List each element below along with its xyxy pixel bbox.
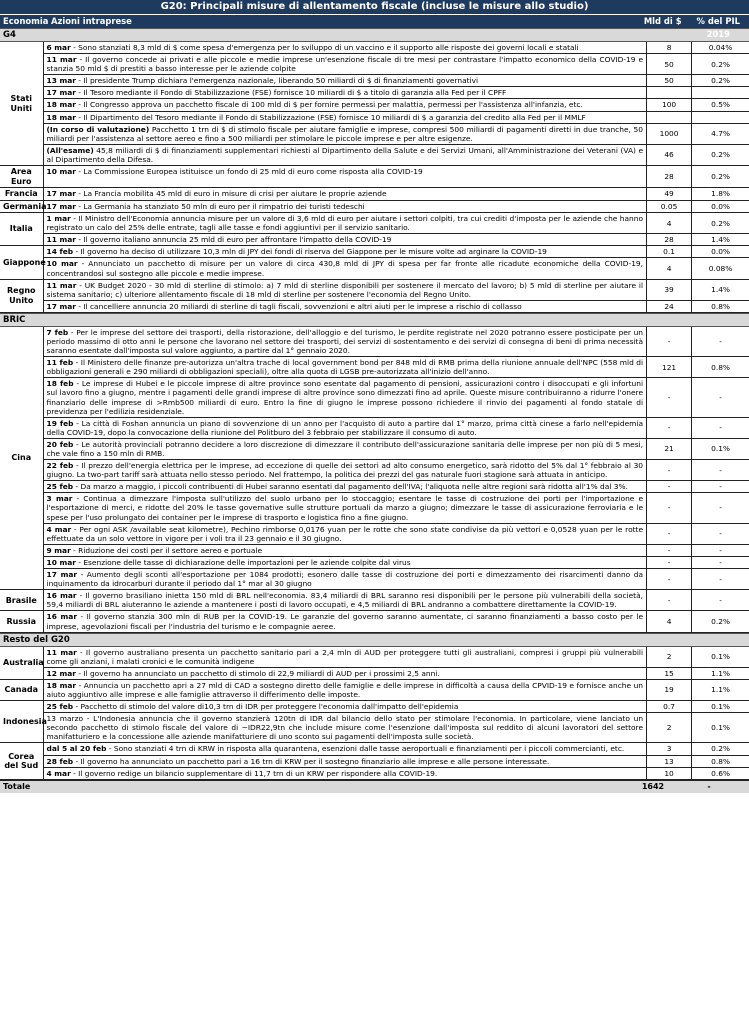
table-row	[0, 701, 749, 713]
measure-cell	[43, 75, 647, 87]
table-row	[0, 611, 749, 632]
table-row	[0, 188, 749, 201]
measure-cell	[43, 755, 647, 767]
header-pil: % del PIL 2019	[696, 16, 740, 39]
pil-cell: -	[692, 556, 749, 568]
country-cell: Brasile	[0, 590, 43, 611]
measure-text: - Aumento degli sconti all'esportazione per 1084 prodotti; esonero dalle tasse di costruzione dei porti e dimezzamento dei risarcimenti danno da inquinamento da idrocarburi durante il periodo dal 1° mar al 30 giugno	[46, 570, 644, 589]
measure-cell	[43, 713, 647, 743]
measure-cell	[43, 460, 647, 481]
table-row	[0, 679, 749, 700]
measure-date: 7 feb	[46, 327, 69, 337]
measure-text: - Il Congresso approva un pacchetto fiscale di 100 mld di $ per fornire permessi per malattia, permessi per l'assistenza all'infanzia, etc.	[75, 100, 583, 110]
country-cell: Francia	[0, 188, 43, 201]
pil-cell: 0.2%	[692, 75, 749, 87]
measure-date: 4 mar	[46, 524, 72, 534]
section-header: BRIC	[0, 313, 749, 327]
measure-text: - Il governo stanzia 300 mln di RUB per la COVID-19. Le garanzie del governo saranno aumentate, ci saranno finanziamenti a basso costo per le imprese, agevolazioni fiscali per l'industria del turismo e le compagnie aeree.	[46, 612, 644, 631]
table-row	[0, 523, 749, 544]
measure-cell	[43, 258, 647, 279]
measure-date: 17 mar	[46, 201, 76, 211]
table-row	[0, 544, 749, 556]
pil-cell: 0.1%	[692, 438, 749, 459]
mld-cell: 0.05	[647, 200, 692, 213]
table-body	[0, 28, 749, 780]
mld-cell: 13	[647, 755, 692, 767]
measure-cell	[43, 481, 647, 493]
measure-date: 19 feb	[46, 418, 74, 428]
mld-cell: 39	[647, 279, 692, 300]
country-cell: Cina	[0, 327, 43, 590]
mld-cell: 100	[647, 99, 692, 111]
measure-date: 11 mar	[46, 55, 77, 65]
measure-text: 13 marzo - L'Indonesia annuncia che il governo stanzierà 120tn di IDR dal bilancio dello stato per stimolare l'economia. In particolare, viene lanciato un secondo pacchetto di stimolo fiscale del valore di ~IDR22,9tn che include misure come l'esenzione dall'imposta sul reddito di alcuni lavoratori del settore manifatturiero e la concessione alle aziende manifatturiere di uno sconto sui pagamenti dell'imposta sulle società.	[46, 714, 644, 742]
table-row	[0, 200, 749, 213]
measure-date: 12 mar	[46, 668, 76, 678]
pil-cell: -	[692, 544, 749, 556]
measure-cell	[43, 438, 647, 459]
country-cell: Indonesia	[0, 701, 43, 743]
mld-cell: -	[647, 378, 692, 417]
table-row	[0, 234, 749, 246]
pil-cell: -	[692, 327, 749, 357]
table-row	[0, 300, 749, 312]
measure-cell	[43, 213, 647, 234]
pil-cell: 0.2%	[692, 144, 749, 165]
measure-text: Pacchetto 1 trn di $ di stimolo fiscale per aiutare famiglie e imprese, compresi 500 miliardi di pagamenti diretti in due tranche, 50 miliardi per l'assistenza al settore aereo e fino a 500 miliardi per stimolare le piccole imprese e per altre esigenze.	[46, 124, 644, 143]
measure-date: 28 feb	[46, 756, 74, 766]
measure-cell	[43, 743, 647, 755]
measure-date: (All'esame)	[46, 145, 94, 155]
measure-date: 17 mar	[46, 88, 76, 98]
mld-cell: -	[647, 569, 692, 590]
pil-cell: 1.4%	[692, 234, 749, 246]
section-table	[0, 42, 749, 313]
measure-date: 25 feb	[46, 482, 74, 492]
pil-cell: 0.2%	[692, 743, 749, 755]
table-row	[0, 378, 749, 417]
measure-cell	[43, 200, 647, 213]
table-row	[0, 755, 749, 767]
measure-text: - Riduzione dei costi per il settore aereo e portuale	[70, 545, 263, 555]
measure-cell	[43, 234, 647, 246]
measure-cell	[43, 378, 647, 417]
pil-cell: 0.2%	[692, 166, 749, 188]
country-cell: Corea del Sud	[0, 743, 43, 779]
table-row	[0, 99, 749, 111]
measure-cell	[43, 42, 647, 54]
measure-cell	[43, 166, 647, 188]
mld-cell: 50	[647, 75, 692, 87]
measure-date: 14 feb	[46, 247, 74, 257]
table-row	[0, 569, 749, 590]
measure-text: - Annuncia un pacchetto apri a 27 mld di CAD a sostegno diretto delle famiglie e delle imprese in difficoltà a causa della CPVID-19 e fornisce anche un aiuto aggiuntivo alle imprese e alle famiglie attraverso il differimento delle imposte.	[46, 680, 644, 699]
measure-cell	[43, 647, 647, 668]
measure-date: 17 mar	[46, 570, 78, 580]
mld-cell: -	[647, 523, 692, 544]
pil-cell: -	[692, 590, 749, 611]
measure-cell	[43, 556, 647, 568]
total-pil: -	[707, 781, 711, 791]
table-row	[0, 111, 749, 123]
measure-text: - Il Tesoro mediante il Fondo di Stabilizzazione (FSE) fornisce 10 miliardi di $ a titolo di garanzia alla Fed per il CPFF	[75, 88, 507, 98]
pil-cell: -	[692, 378, 749, 417]
country-cell: Canada	[0, 679, 43, 700]
mld-cell: 2	[647, 713, 692, 743]
table-row	[0, 42, 749, 54]
country-cell: Regno Unito	[0, 279, 43, 312]
measure-date: (In corso di valutazione)	[46, 124, 150, 134]
measure-text: - Continua a dimezzare l'imposta sull'utilizzo del suolo urbano per lo stoccaggio; esentare le tasse di costruzione dei porti per l'importazione e l'esportazione di merci, e ridotte del 20% le tasse governative sulle strutture portuali da marzo a giugno; dimezzare le tasse di assicurazione ferroviaria e le spese per l'uso prolungato dei container per le imprese di trasporto e logistica fino a fine giugno.	[46, 494, 644, 522]
measure-text: - La Commissione Europea istituisce un fondo di 25 mld di euro come risposta alla COVID-19	[75, 167, 423, 177]
pil-cell: 0.1%	[692, 713, 749, 743]
measure-text: - Il presidente Trump dichiara l'emergenza nazionale, liberando 50 miliardi di $ di finanziamenti governativi	[75, 76, 479, 86]
pil-cell: 1.1%	[692, 679, 749, 700]
measure-text: - Pacchetto di stimolo del valore di10,3 trn di IDR per proteggere l'economia dall'impatto dell'epidemia	[73, 702, 459, 712]
measure-cell	[43, 54, 647, 75]
mld-cell	[647, 87, 692, 99]
measure-cell	[43, 523, 647, 544]
table-row	[0, 258, 749, 279]
table-row	[0, 144, 749, 165]
mld-cell: 24	[647, 300, 692, 312]
measure-cell	[43, 493, 647, 523]
measure-text: - La Francia mobilita 45 mld di euro in misure di crisi per aiutare le proprie aziende	[75, 189, 387, 199]
measure-text: - Annunciato un pacchetto di misure per un valore di circa 430,8 mld di JPY di spesa per far fronte alle ricadute economiche della COVID-19, concentrandosi sul sostegno alle piccole e medie imprese.	[46, 259, 644, 278]
pil-cell: 0.8%	[692, 300, 749, 312]
table-row	[0, 54, 749, 75]
total-mld: 1642	[641, 781, 665, 791]
section-header: Resto del G20	[0, 633, 749, 647]
pil-cell: 0.1%	[692, 647, 749, 668]
pil-cell: 0.0%	[692, 200, 749, 213]
measure-date: 13 mar	[46, 76, 76, 86]
section-header: G4	[0, 28, 749, 42]
pil-cell: 0.8%	[692, 357, 749, 378]
table-row	[0, 460, 749, 481]
header-azioni: Azioni intraprese	[51, 16, 132, 26]
measure-date: 4 mar	[46, 768, 71, 778]
mld-cell: 0.7	[647, 701, 692, 713]
mld-cell: 121	[647, 357, 692, 378]
measure-text: - Il governo concede ai privati e alle piccole e medie imprese un'esenzione fiscale di tre mesi per contrastare l'impatto economico della COVID-19 e stanzia 50 mld $ di prestiti a basso interesse per le aziende colpite	[46, 55, 644, 74]
mld-cell: 28	[647, 234, 692, 246]
measure-date: 22 feb	[46, 461, 74, 471]
mld-cell: 19	[647, 679, 692, 700]
table-row	[0, 743, 749, 755]
table-row	[0, 246, 749, 258]
measure-date: 3 mar	[46, 494, 73, 504]
measure-text: - Il governo ha annunciato un pacchetto di stimolo di 22,9 miliardi di AUD per i prossimi 2,5 anni.	[75, 668, 440, 678]
pil-cell: 0.1%	[692, 701, 749, 713]
country-cell: Russia	[0, 611, 43, 632]
table-row	[0, 166, 749, 188]
table-row	[0, 493, 749, 523]
pil-cell: 1.1%	[692, 667, 749, 679]
measure-cell	[43, 417, 647, 438]
measure-text: - Per ogni ASK /available seat kilometre), Pechino rimborse 0,0176 yuan per le rotte che sono state condivise da più vettori e 0,0528 yuan per le rotte effettuate da un solo vettore in vigore per i voli tra il 23 gennaio e il 30 giugno.	[46, 524, 644, 543]
pil-cell: -	[692, 460, 749, 481]
pil-cell	[692, 111, 749, 123]
measure-date: 20 feb	[46, 439, 74, 449]
measure-text: - Il governo ha deciso di utilizzare 10,3 mln di JPY dei fondi di riserva del Giappone per le misure volte ad arginare la COVID-19	[73, 247, 547, 257]
table-row	[0, 75, 749, 87]
measure-date: 17 mar	[46, 189, 76, 199]
mld-cell: -	[647, 493, 692, 523]
measure-date: 1 mar	[46, 214, 71, 224]
table-row	[0, 438, 749, 459]
mld-cell: 3	[647, 743, 692, 755]
mld-cell: 28	[647, 166, 692, 188]
measure-date: 9 mar	[46, 545, 71, 555]
measure-text: - Il governo ha annunciato un pacchetto pari a 16 trn di KRW per il sostegno finanziario alle imprese e alle persone interessate.	[73, 756, 550, 766]
measure-date: 25 feb	[46, 702, 74, 712]
total-label: Totale	[3, 781, 31, 791]
measure-cell	[43, 188, 647, 201]
measure-date: 10 mar	[46, 259, 78, 269]
measure-date: dal 5 al 20 feb	[46, 744, 107, 754]
pil-cell: -	[692, 523, 749, 544]
measure-text: - Sono stanziati 4 trn di KRW in risposta alla quarantena, esenzioni dalle tasse aeroportuali e finanziamenti per i piccoli commercianti, etc.	[106, 744, 625, 754]
mld-cell: -	[647, 544, 692, 556]
mld-cell: 46	[647, 144, 692, 165]
mld-cell: 50	[647, 54, 692, 75]
measure-cell	[43, 611, 647, 632]
country-cell: Stati Uniti	[0, 42, 43, 166]
measure-text: - Le imprese di Hubei e le piccole imprese di altre province sono esentate dal pagamento di pensioni, assicurazioni contro i disoccupati e gli infortuni sul lavoro fino a giugno, mentre i pagamenti delle grandi imprese di altre province sono dimezzati fino ad aprile. Queste misure contribuiranno a ridurre l'onere finanziario delle imprese di >Rmb500 miliardi di euro. Entro la fine di giugno le imprese possono richiedere il rinvio dei pagamenti al fondo statale di previdenza per l'edilizia residenziale.	[46, 379, 644, 416]
measure-cell	[43, 357, 647, 378]
measure-text: - La Germania ha stanziato 50 mln di euro per il rimpatrio dei turisti tedeschi	[75, 201, 365, 211]
section-table	[0, 647, 749, 780]
measure-text: - Sono stanziati 8,3 mld di $ come spesa d'emergenza per lo sviluppo di un vaccino e il supporto alle risposte dei governi locali e statali	[70, 43, 579, 52]
table-row	[0, 590, 749, 611]
measure-cell	[43, 327, 647, 357]
measure-cell	[43, 544, 647, 556]
mld-cell: 4	[647, 258, 692, 279]
measure-text: - UK Budget 2020 - 30 mld di sterline di stimolo: a) 7 mld di sterline disponibili per sostenere il mercato del lavoro; b) 5 mld di sterline per aiutare il sistema sanitario; c) ulteriore allentamento fiscale di 18 mld di sterline per sostenere l'economia del Regno Unito.	[46, 280, 644, 299]
pil-cell: 0.2%	[692, 611, 749, 632]
measure-text: - Il governo australiano presenta un pacchetto sanitario pari a 2,4 mln di AUD per proteggere tutti gli australiani, compresi i gruppi più vulnerabili come gli anziani, i malati cronici e le comunità indigene	[46, 647, 644, 666]
mld-cell: 0.1	[647, 246, 692, 258]
pil-cell: 0.0%	[692, 246, 749, 258]
pil-cell: 0.04%	[692, 42, 749, 54]
table-row	[0, 213, 749, 234]
measure-text: - Il cancelliere annuncia 20 miliardi di sterline di tagli fiscali, sovvenzioni e altri aiuti per le imprese a rischio di collasso	[75, 301, 522, 311]
mld-cell: 15	[647, 667, 692, 679]
measure-date: 11 mar	[46, 647, 77, 657]
mld-cell: -	[647, 417, 692, 438]
measure-cell	[43, 679, 647, 700]
measure-cell	[43, 300, 647, 312]
pil-cell: -	[692, 569, 749, 590]
measure-text: - Il Ministro dell'Economia annuncia misure per un valore di 3,6 mld di euro per aiutare i settori colpiti, tra cui crediti d'imposta per le aziende che hanno registrato un calo del 25% delle entrate, tagli alle tasse e fondi aggiuntivi per il servizio sanitario.	[46, 214, 644, 233]
measure-date: 11 mar	[46, 280, 77, 290]
table-title: G20: Principali misure di allentamento fiscale (incluse le misure allo studio)	[0, 0, 749, 14]
measure-cell	[43, 569, 647, 590]
measure-cell	[43, 590, 647, 611]
pil-cell: 0.08%	[692, 258, 749, 279]
measure-text: - La città di Foshan annuncia un piano di sovvenzione di un anno per l'acquisto di auto a partire dal 1° marzo, prima città cinese a farlo nell'epidemia della COVID-19, dopo la convocazione della riunione del Politburo del 3 febbraio per stabilizzare il consumo di auto.	[46, 418, 644, 437]
pil-cell: 0.6%	[692, 767, 749, 779]
totals-row	[0, 780, 749, 793]
measure-date: 6 mar	[46, 43, 71, 52]
measure-text: - Il governo italiano annuncia 25 mld di euro per affrontare l'impatto della COVID-19	[75, 235, 392, 245]
pil-cell: 0.5%	[692, 99, 749, 111]
measure-cell	[43, 279, 647, 300]
measure-date: 18 mar	[46, 112, 76, 122]
mld-cell: -	[647, 481, 692, 493]
mld-cell: -	[647, 460, 692, 481]
mld-cell: -	[647, 327, 692, 357]
table-row	[0, 327, 749, 357]
mld-cell: -	[647, 556, 692, 568]
pil-cell: 1.8%	[692, 188, 749, 201]
measure-date: 17 mar	[46, 301, 76, 311]
table-row	[0, 357, 749, 378]
mld-cell	[647, 111, 692, 123]
country-cell: Giappone	[0, 246, 43, 279]
mld-cell: 21	[647, 438, 692, 459]
measure-date: 18 mar	[46, 680, 77, 690]
table-row	[0, 87, 749, 99]
country-cell: Italia	[0, 213, 43, 246]
measure-cell	[43, 246, 647, 258]
measure-date: 16 mar	[46, 612, 77, 622]
measure-date: 18 feb	[46, 379, 74, 389]
measure-text: - Il governo redige un bilancio supplementare di 11,7 trn di un KRW per rispondere alla COVID-19.	[70, 768, 438, 778]
measure-text: - Le autorità provinciali potranno decidere a loro discrezione di dimezzare il contributo dell'assicurazione sanitaria delle imprese per non più di 5 mesi, che vale fino a 150 mln di RMB.	[46, 439, 644, 458]
pil-cell	[692, 87, 749, 99]
measure-cell	[43, 87, 647, 99]
measure-date: 10 mar	[46, 557, 76, 567]
measure-cell	[43, 123, 647, 144]
table-row	[0, 767, 749, 779]
mld-cell: 1000	[647, 123, 692, 144]
table-row	[0, 667, 749, 679]
country-cell: Area Euro	[0, 166, 43, 188]
mld-cell: 4	[647, 213, 692, 234]
mld-cell: 49	[647, 188, 692, 201]
measure-cell	[43, 99, 647, 111]
mld-cell: -	[647, 590, 692, 611]
measure-cell	[43, 667, 647, 679]
measure-text: - Da marzo a maggio, i piccoli contribuenti di Hubei saranno esentati dal pagamento dell'IVA; l'aliquota nelle altre regioni sarà ridotta all'1% dal 3%.	[73, 482, 628, 492]
measure-cell	[43, 111, 647, 123]
pil-cell: -	[692, 493, 749, 523]
table-row	[0, 279, 749, 300]
mld-cell: 8	[647, 42, 692, 54]
measure-text: - Il Dipartimento del Tesoro mediante il Fondo di Stabilizzazione (FSE) fornisce 10 miliardi di $ a garanzia del credito alla Fed per il MMLF	[75, 112, 586, 122]
table-row	[0, 647, 749, 668]
table-row	[0, 123, 749, 144]
measure-text: 45,8 miliardi di $ di finanziamenti supplementari richiesti al Dipartimento della Salute e dei Servizi Umani, all'Amministrazione dei Veterani (VA) e al Dipartimento della Difesa.	[46, 145, 644, 164]
measure-cell	[43, 701, 647, 713]
mld-cell: 2	[647, 647, 692, 668]
measure-date: 11 mar	[46, 235, 76, 245]
country-cell: Australia	[0, 647, 43, 680]
measure-date: 11 feb	[46, 358, 74, 368]
measure-text: - Il Ministero delle finanze pre-autorizza un'altra trache di local government bond per 848 mld di RMB prima della riunione annuale dell'NPC (558 mld di obbligazioni generali e 290 miliardi di obbligazioni speciali), oltre alla quota di LGSB pre-autorizzata all'inizio dell'anno.	[46, 358, 644, 377]
pil-cell: 0.2%	[692, 54, 749, 75]
mld-cell: 4	[647, 611, 692, 632]
pil-cell: 1.4%	[692, 279, 749, 300]
table-row	[0, 713, 749, 743]
section-table	[0, 327, 749, 633]
measure-date: 16 mar	[46, 591, 77, 601]
pil-cell: 0.2%	[692, 213, 749, 234]
header-economia: Economia	[3, 16, 49, 26]
measure-date: 18 mar	[46, 100, 76, 110]
pil-cell: -	[692, 417, 749, 438]
measure-text: - Per le imprese del settore dei trasporti, della ristorazione, dell'alloggio e del turismo, le perdite registrate nel 2020 potranno essere posticipate per un periodo massimo di otto anni le persone che lavorano nel settore dei trasporti, dei servizi di sostentamento e dei servizi di consegna di beni di prima necessità saranno esentate dall'imposta sul valore aggiunto, a partire dal 1° gennaio 2020.	[46, 327, 644, 356]
pil-cell: -	[692, 481, 749, 493]
measure-date: 10 mar	[46, 167, 76, 177]
measure-text: - Il prezzo dell'energia elettrica per le imprese, ad eccezione di quelle dei settori ad alto consumo energetico, sarà ridotto del 5% dal 1° febbraio al 30 giugno. La two-part tariff sarà attuata nello stesso periodo. Nel frattempo, la politica dei prezzi del gas naturale fuori stagione sarà attuata in anticipo.	[46, 461, 644, 480]
mld-cell: 10	[647, 767, 692, 779]
table-row	[0, 417, 749, 438]
header-mld: Mld di $	[643, 16, 682, 26]
pil-cell: 0.8%	[692, 755, 749, 767]
measure-cell	[43, 144, 647, 165]
measure-cell	[43, 767, 647, 779]
table-row	[0, 481, 749, 493]
table-row	[0, 556, 749, 568]
measure-text: - Il governo brasiliano inietta 150 mld di BRL nell'economia. 83,4 miliardi di BRL saranno resi disponibili per le persone più vulnerabili della società, 59,4 miliardi di BRL aiuteranno le aziende a mantenere i posti di lavoro occupati, e 4,5 miliardi di BRL andranno a combattere direttamente la COVID-19.	[46, 591, 644, 610]
measure-text: - Esenzione delle tasse di dichiarazione delle importazioni per le aziende colpite dal virus	[75, 557, 411, 567]
pil-cell: 4.7%	[692, 123, 749, 144]
country-cell: Germania	[0, 200, 43, 213]
